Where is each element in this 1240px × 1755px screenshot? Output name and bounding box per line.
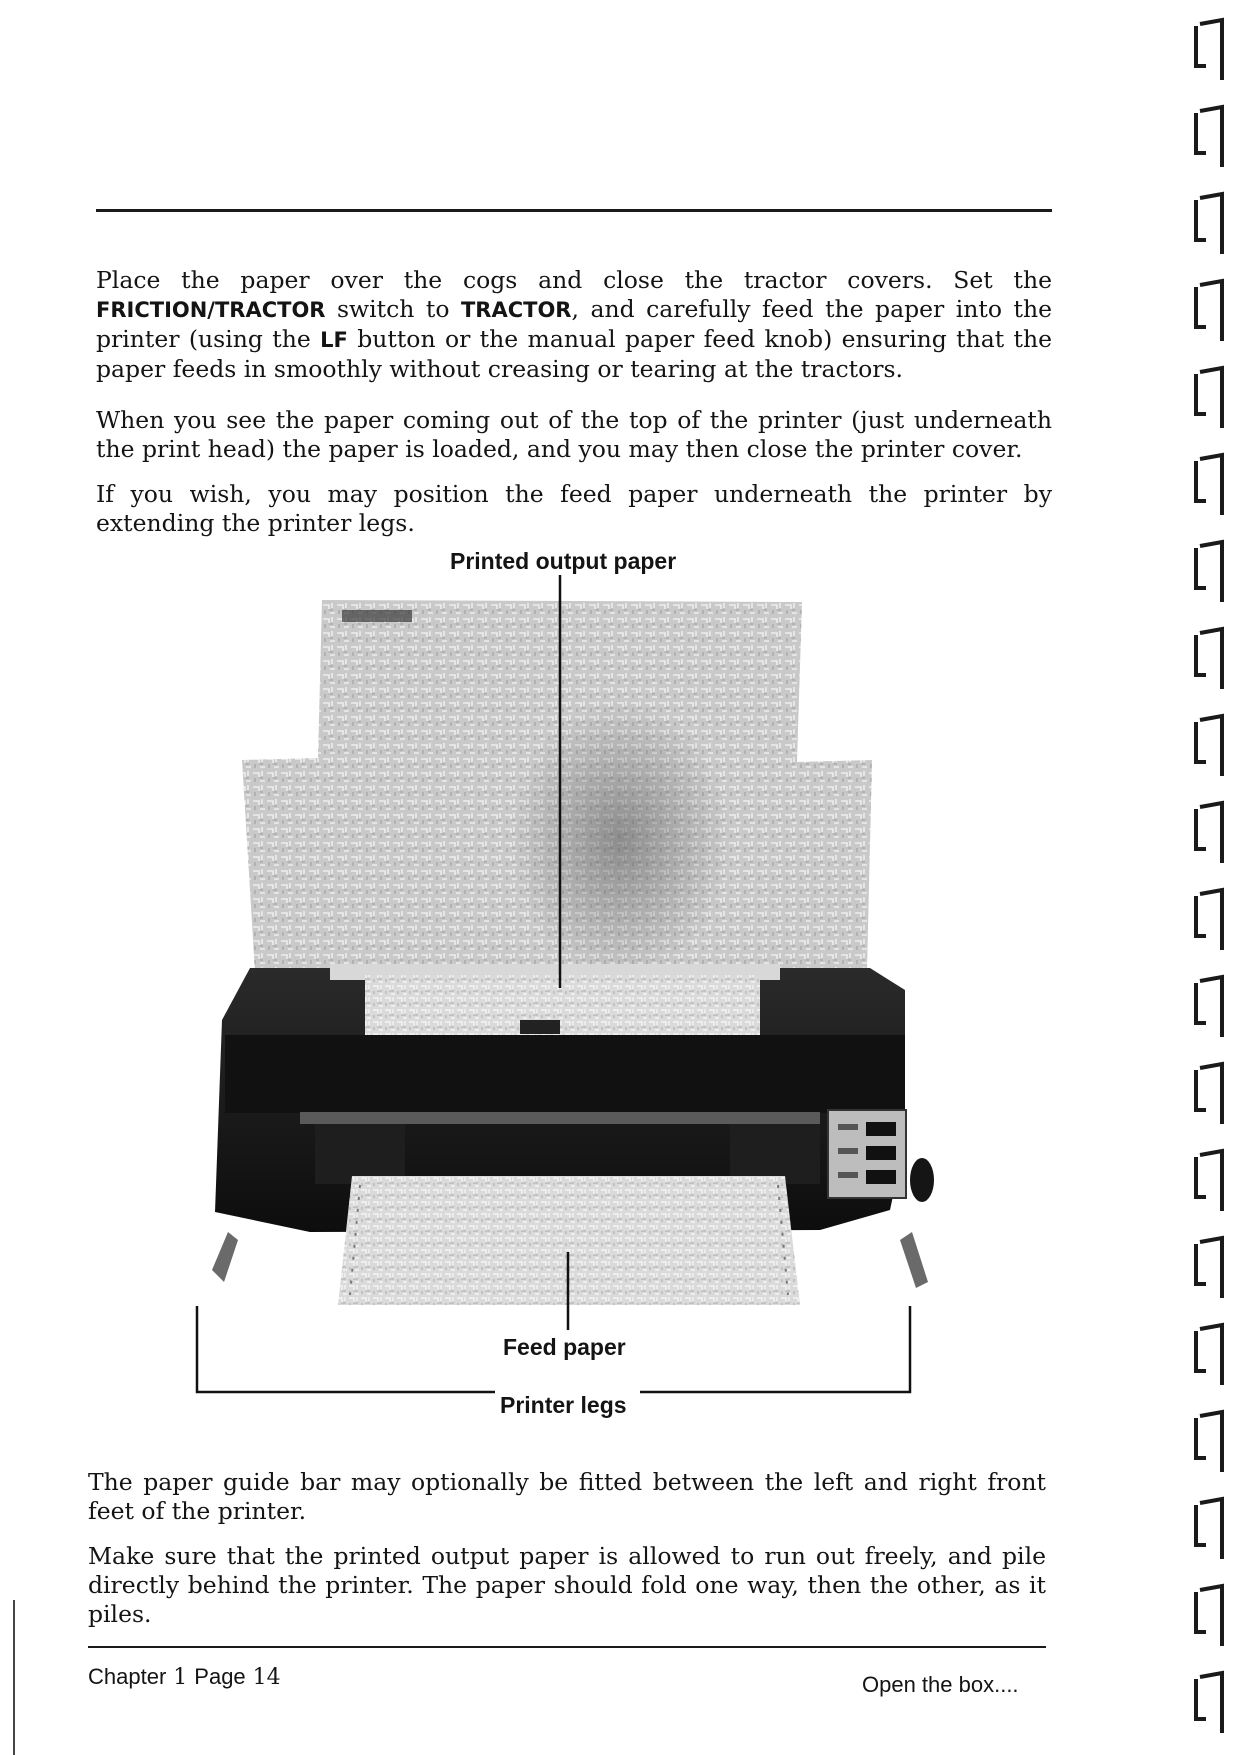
binding-ring bbox=[1196, 542, 1222, 602]
footer-chapter-number: 1 bbox=[173, 1665, 188, 1690]
binding-ring bbox=[1196, 1325, 1222, 1385]
binding-ring bbox=[1196, 1064, 1222, 1124]
label-printed-output-paper: Printed output paper bbox=[450, 548, 677, 574]
footer-page-label: Page bbox=[194, 1664, 246, 1689]
paragraph-guide-bar: The paper guide bar may optionally be fitted between the left and right front feet of the printer. bbox=[88, 1468, 1046, 1525]
binding-ring bbox=[1196, 1499, 1222, 1559]
binding-ring bbox=[1196, 803, 1222, 863]
binding-ring bbox=[1196, 107, 1222, 167]
footer-section-text: Open the box.... bbox=[862, 1672, 1019, 1697]
lf-button-label: LF bbox=[320, 328, 348, 352]
paragraph-paper-loaded: When you see the paper coming out of the top of the printer (just underneath the print head) the paper is loaded, and you may then close the printer cover. bbox=[96, 406, 1052, 463]
binding-ring bbox=[1196, 716, 1222, 776]
binding-ring bbox=[1196, 194, 1222, 254]
binding-ring bbox=[1196, 1151, 1222, 1211]
paragraph-text: Place the paper over the cogs and close the tractor covers. Set the bbox=[96, 266, 1052, 294]
binding-ring bbox=[1196, 20, 1222, 80]
paragraph-printer-legs: If you wish, you may position the feed paper underneath the printer by extending the printer legs. bbox=[96, 480, 1052, 537]
paragraph-text: , and carefully feed the paper into the printer (using the bbox=[96, 295, 1052, 353]
binding-ring bbox=[1196, 1586, 1222, 1646]
footer-chapter-label: Chapter bbox=[88, 1664, 167, 1689]
binding-ring bbox=[1196, 629, 1222, 689]
paragraph-text: switch to bbox=[325, 295, 461, 323]
paragraph-output-pile: Make sure that the printed output paper is allowed to run out freely, and pile directly behind the printer. The paper should fold one way, then the other, as it piles. bbox=[88, 1542, 1046, 1628]
footer-page-number: 14 bbox=[252, 1665, 281, 1690]
label-feed-paper: Feed paper bbox=[503, 1334, 626, 1360]
binding-ring bbox=[1196, 1238, 1222, 1298]
binding-ring bbox=[1196, 368, 1222, 428]
label-printer-legs: Printer legs bbox=[496, 1392, 631, 1419]
binding-ring bbox=[1196, 977, 1222, 1037]
binding-ring bbox=[1196, 1673, 1222, 1733]
tractor-setting-label: TRACTOR bbox=[460, 298, 572, 322]
friction-tractor-switch-label: FRICTION/TRACTOR bbox=[96, 298, 326, 322]
paragraph-text: button or the manual paper feed knob) ensuring that the paper feeds in smoothly without creasing or tearing at the tractors. bbox=[96, 325, 1052, 383]
binding-ring bbox=[1196, 281, 1222, 341]
binding-ring bbox=[1196, 890, 1222, 950]
binding-ring bbox=[1196, 1412, 1222, 1472]
binding-ring bbox=[1196, 455, 1222, 515]
